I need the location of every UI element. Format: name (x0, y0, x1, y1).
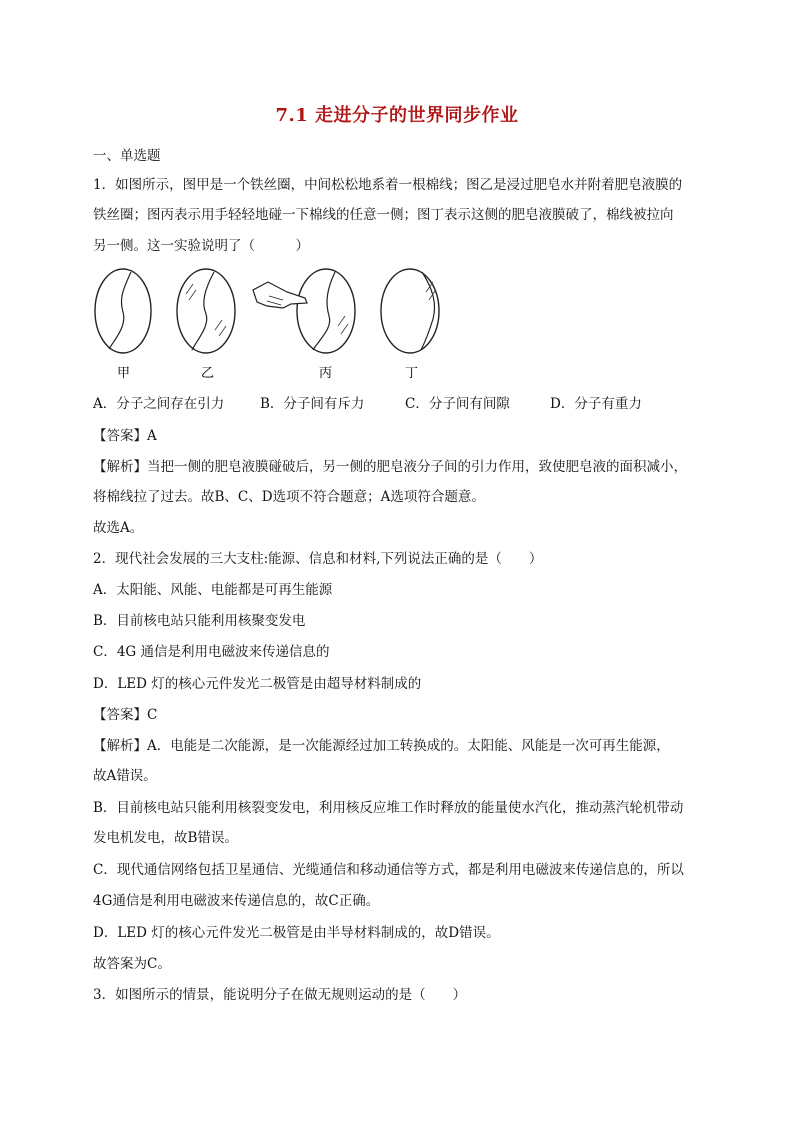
q2-analysis-line-5: C．现代通信网络包括卫星通信、光缆通信和移动通信等方式，都是利用电磁波来传递信息的，所以 (93, 862, 684, 878)
q1-stem-line-3: 另一侧。这一实验说明了（ ） (93, 238, 309, 254)
q2-analysis-line-4: 发电机发电，故B错误。 (93, 830, 238, 846)
q2-analysis-line-6: 4G通信是利用电磁波来传递信息的，故C正确。 (93, 893, 380, 909)
section-heading: 一、单选题 (93, 148, 161, 164)
q2-analysis-line-8: 故答案为C。 (93, 956, 171, 972)
q1-analysis-line-1: 【解析】当把一侧的肥皂液膜碰破后，另一侧的肥皂液分子间的引力作用，致使肥皂液的面积减小， (93, 459, 687, 475)
q1-analysis-line-2: 将棉线拉了过去。故B、C、D选项不符合题意；A选项符合题意。 (93, 489, 485, 505)
figure-label-bing: 丙 (319, 366, 333, 381)
q2-analysis-line-1: 【解析】A．电能是二次能源，是一次能源经过加工转换成的。太阳能、风能是一次可再生能源， (93, 738, 670, 754)
soap-film-figure (93, 264, 453, 384)
figure-label-jia: 甲 (117, 366, 131, 381)
q2-option-c: C．4G 通信是利用电磁波来传递信息的 (93, 644, 330, 660)
figure-ring-bing (253, 269, 355, 353)
page-title: 7.1 走进分子的世界同步作业 (275, 105, 519, 126)
q2-analysis-line-3: B．目前核电站只能利用核裂变发电，利用核反应堆工作时释放的能量使水汽化，推动蒸汽轮机带动 (93, 800, 684, 816)
q1-stem-line-1: 1．如图所示，图甲是一个铁丝圈，中间松松地系着一根棉线；图乙是浸过肥皂水并附着肥皂液膜的 (93, 177, 683, 193)
q1-option-b: B．分子间有斥力 (260, 396, 365, 412)
q2-stem: 2．现代社会发展的三大支柱:能源、信息和材料,下列说法正确的是（ ） (93, 551, 543, 567)
q1-analysis-line-3: 故选A。 (93, 520, 144, 536)
q2-option-a: A．太阳能、风能、电能都是可再生能源 (93, 582, 333, 598)
q1-option-d: D．分子有重力 (550, 396, 642, 412)
q3-stem: 3．如图所示的情景，能说明分子在做无规则运动的是（ ） (93, 987, 467, 1003)
q2-answer: 【答案】C (93, 707, 158, 723)
figure-label-ding: 丁 (405, 366, 419, 381)
q1-option-a: A．分子之间存在引力 (93, 396, 225, 412)
q2-analysis-line-2: 故A错误。 (93, 768, 157, 784)
q2-option-d: D．LED 灯的核心元件发光二极管是由超导材料制成的 (93, 676, 422, 692)
figure-ring-jia (95, 269, 151, 353)
q1-figure (93, 264, 453, 384)
figure-ring-yi (177, 269, 235, 353)
q2-option-b: B．目前核电站只能利用核聚变发电 (93, 613, 306, 629)
q1-stem-line-2: 铁丝圈；图丙表示用手轻轻地碰一下棉线的任意一侧；图丁表示这侧的肥皂液膜破了，棉线被拉向 (93, 207, 674, 223)
q1-option-c: C．分子间有间隙 (405, 396, 510, 412)
figure-label-yi: 乙 (201, 366, 215, 381)
figure-ring-ding (381, 269, 439, 353)
q2-analysis-line-7: D．LED 灯的核心元件发光二极管是由半导材料制成的，故D错误。 (93, 925, 500, 941)
q1-answer: 【答案】A (93, 428, 157, 444)
